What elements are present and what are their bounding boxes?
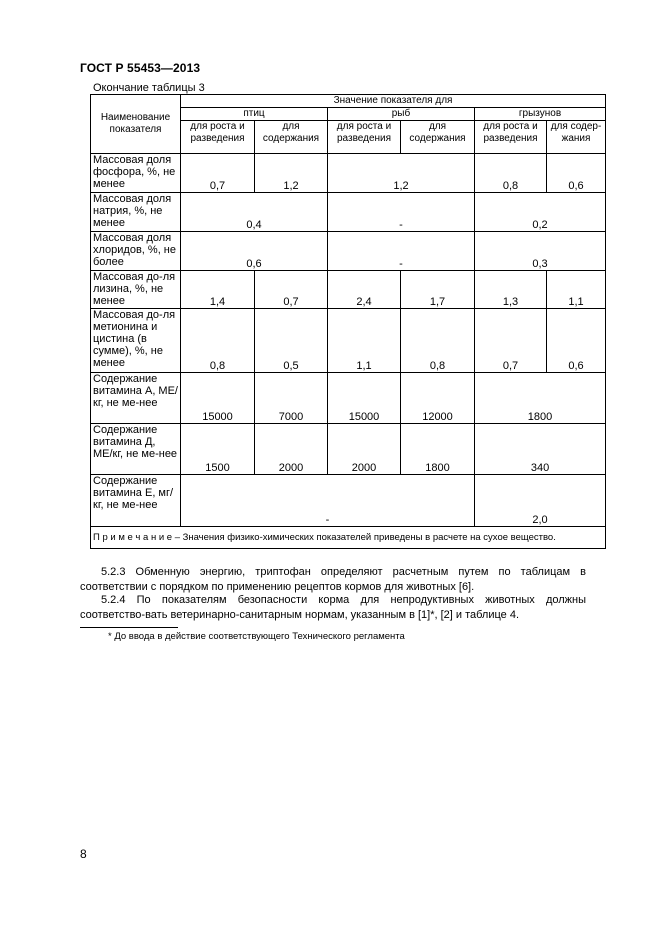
header-group-fish: рыб xyxy=(328,108,475,121)
table-cell: 1,4 xyxy=(181,271,255,309)
row-name: Массовая доля хлоридов, %, не более xyxy=(91,232,181,271)
subheader-birds-keeping: для содержания xyxy=(255,121,328,154)
row-name: Содержание витамина Д, МЕ/кг, не ме-нее xyxy=(91,424,181,475)
table-cell: 1,1 xyxy=(547,271,606,309)
table-note-row xyxy=(91,527,606,549)
table-row xyxy=(91,154,606,193)
table-cell: 1800 xyxy=(401,424,475,475)
table-cell: - xyxy=(181,475,475,527)
table-cell: 2,4 xyxy=(328,271,401,309)
table-cell: 15000 xyxy=(181,373,255,424)
table-cell: 0,6 xyxy=(547,154,606,193)
subheader-fish-growth: для роста и разведения xyxy=(328,121,401,154)
header-value-for: Значение показателя для xyxy=(181,95,606,108)
table-cell: - xyxy=(328,193,475,232)
document-header: ГОСТ Р 55453—2013 xyxy=(80,61,201,75)
table-cell: 0,7 xyxy=(181,154,255,193)
table-cell: 12000 xyxy=(401,373,475,424)
page-number: 8 xyxy=(80,847,87,861)
table-cell: 1500 xyxy=(181,424,255,475)
table-row xyxy=(91,193,606,232)
table-cell: 0,8 xyxy=(401,309,475,373)
table-cell: 1,2 xyxy=(255,154,328,193)
row-name: Массовая до-ля лизина, %, не менее xyxy=(91,271,181,309)
table-cell: 0,8 xyxy=(181,309,255,373)
table-row xyxy=(91,424,606,475)
subheader-rodents-growth: для роста и разведения xyxy=(475,121,547,154)
table-cell: - xyxy=(328,232,475,271)
table-caption: Окончание таблицы 3 xyxy=(93,82,205,94)
row-name: Массовая доля фосфора, %, не менее xyxy=(91,154,181,193)
header-group-rodents: грызунов xyxy=(475,108,606,121)
table-cell: 0,5 xyxy=(255,309,328,373)
table-row xyxy=(91,232,606,271)
paragraph-5-2-4: 5.2.4 По показателям безопасности корма для непродуктивных животных должны соответство-вать ветеринарно-санитарным нормам, указанным в [1]*, [2] и таблице 4. xyxy=(80,594,586,621)
table-cell: 1,1 xyxy=(328,309,401,373)
table-cell: 2,0 xyxy=(475,475,606,527)
table-cell: 0,7 xyxy=(255,271,328,309)
row-name: Содержание витамина Е, мг/кг, не ме-нее xyxy=(91,475,181,527)
table-row xyxy=(91,271,606,309)
row-name: Массовая до-ля метионина и цистина (в сумме), %, не менее xyxy=(91,309,181,373)
table-cell: 0,4 xyxy=(181,193,328,232)
table-row xyxy=(91,309,606,373)
subheader-rodents-keeping: для содер-жания xyxy=(547,121,606,154)
footnote-divider xyxy=(80,627,178,628)
table-note: П р и м е ч а н и е – Значения физико-химических показателей приведены в расчете на сухое вещество. xyxy=(91,527,606,549)
table-cell: 1,7 xyxy=(401,271,475,309)
table-cell: 0,6 xyxy=(181,232,328,271)
table-row xyxy=(91,475,606,527)
subheader-fish-keeping: для содержания xyxy=(401,121,475,154)
table-cell: 2000 xyxy=(255,424,328,475)
table-cell: 0,6 xyxy=(547,309,606,373)
table-cell: 15000 xyxy=(328,373,401,424)
header-indicator-name: Наименование показателя xyxy=(91,95,181,154)
table-cell: 1,3 xyxy=(475,271,547,309)
row-name: Массовая доля натрия, %, не менее xyxy=(91,193,181,232)
table-cell: 1,2 xyxy=(328,154,475,193)
table-cell: 0,3 xyxy=(475,232,606,271)
table-3 xyxy=(90,94,606,549)
subheader-birds-growth: для роста и разведения xyxy=(181,121,255,154)
table-cell: 7000 xyxy=(255,373,328,424)
header-group-birds: птиц xyxy=(181,108,328,121)
table-cell: 1800 xyxy=(475,373,606,424)
table-cell: 0,2 xyxy=(475,193,606,232)
table-row xyxy=(91,373,606,424)
table-cell: 340 xyxy=(475,424,606,475)
table-cell: 0,7 xyxy=(475,309,547,373)
row-name: Содержание витамина А, МЕ/кг, не ме-нее xyxy=(91,373,181,424)
table-cell: 2000 xyxy=(328,424,401,475)
table-cell: 0,8 xyxy=(475,154,547,193)
footnote: * До ввода в действие соответствующего Технического регламента xyxy=(108,631,405,642)
paragraph-5-2-3: 5.2.3 Обменную энергию, триптофан определяют расчетным путем по таблицам в соответствии с порядком по применению рецептов кормов для животных [6]. xyxy=(80,566,586,593)
